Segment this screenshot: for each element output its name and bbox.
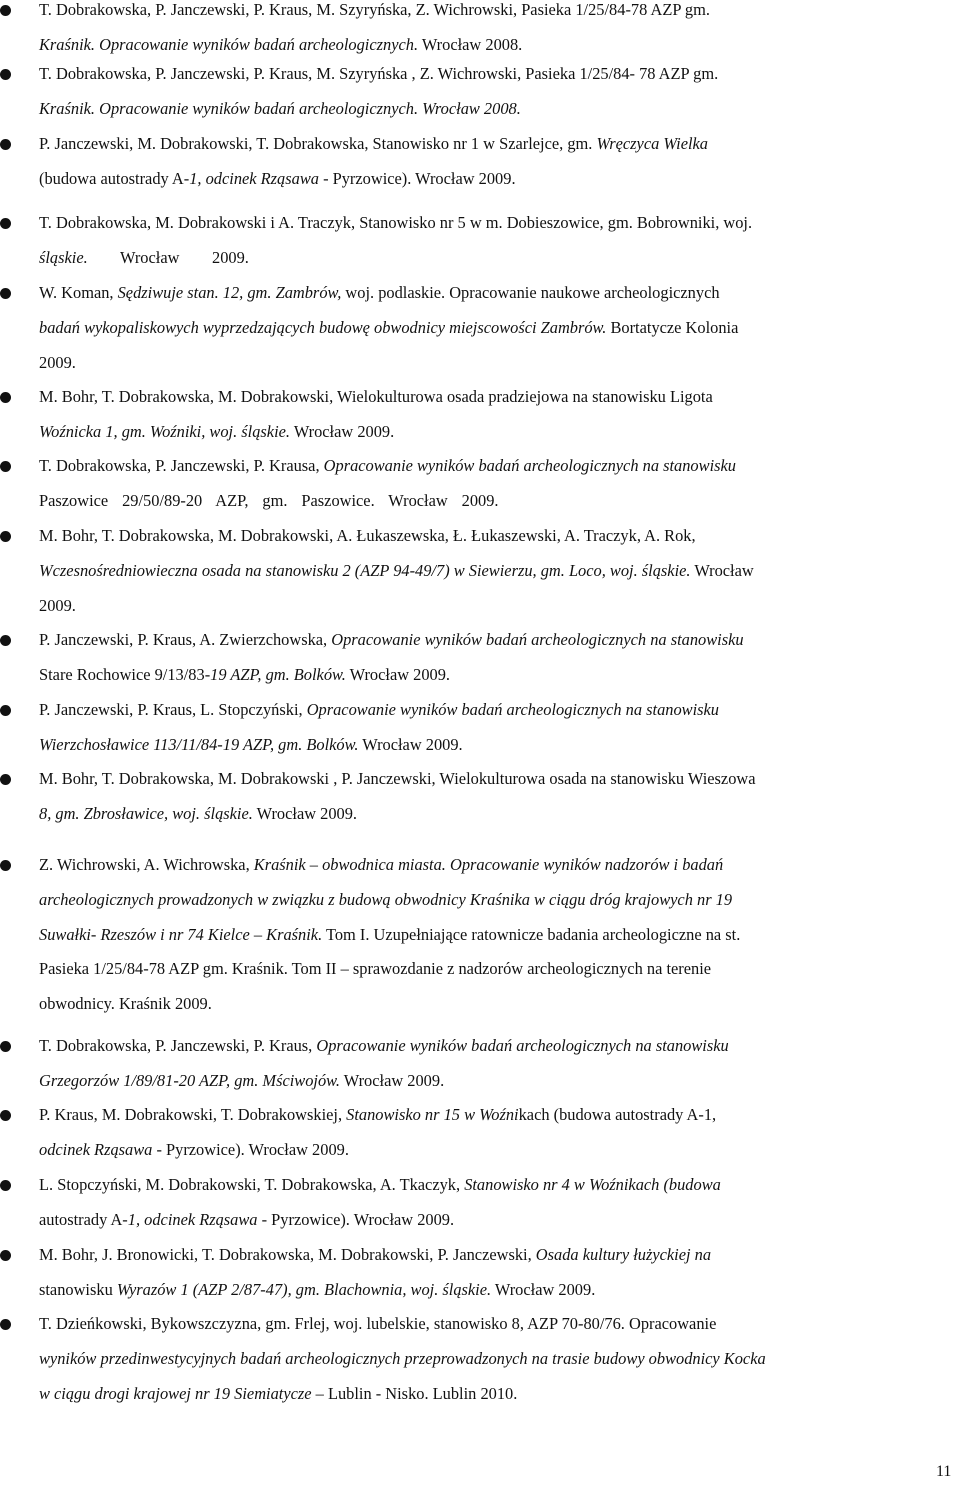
text: Wrocław 2009. <box>87 248 249 267</box>
bibliography-entry <box>0 855 935 1029</box>
text: autostrady A- <box>39 1210 128 1229</box>
italic-text: odcinek Rząsawa <box>39 1140 153 1159</box>
text: M. Bohr, T. Dobrakowska, M. Dobrakowski, A. Łukaszewska, Ł. Łukaszewski, A. Traczyk, A. Rok, <box>39 526 696 545</box>
text: - Pyrzowice). Wrocław 2009. <box>152 1140 349 1159</box>
italic-text: Wczesnośredniowieczna osada na stanowisku 2 (AZP 94-49/7) w Siewierzu, gm. Loco, woj. śląskie. <box>39 561 691 580</box>
text: Wrocław 2009. <box>491 1280 596 1299</box>
entry-line <box>39 213 752 233</box>
entry-line <box>39 1245 711 1265</box>
bibliography-entry <box>0 1036 935 1106</box>
italic-text: 1, odcinek Rząsawa <box>189 169 319 188</box>
bibliography-entry <box>0 64 935 134</box>
entry-line <box>39 735 463 755</box>
bullet-icon <box>0 461 11 472</box>
bullet-icon <box>0 288 11 299</box>
text: M. Bohr, J. Bronowicki, T. Dobrakowska, M. Dobrakowski, P. Janczewski, <box>39 1245 536 1264</box>
entry-line <box>39 596 76 616</box>
text: 2009. <box>39 353 76 372</box>
bullet-icon <box>0 1110 11 1121</box>
italic-text: Wręczyca Wielka <box>596 134 709 153</box>
italic-text: Wierzchosławice 113/11/84-19 AZP, gm. Bolków. <box>39 735 359 754</box>
entry-line <box>39 665 450 685</box>
entry-line <box>39 318 738 338</box>
text: T. Dzieńkowski, Bykowszczyzna, gm. Frlej, woj. lubelskie, stanowisko 8, AZP 70-80/76. Opracowanie <box>39 1314 717 1333</box>
entry-line <box>39 99 521 119</box>
italic-text: Kraśnik. Opracowanie wyników badań archeologicznych. Wrocław 2008. <box>39 99 521 118</box>
italic-text: Stanowisko nr 15 w Woźni <box>346 1105 519 1124</box>
text: Wrocław <box>690 561 754 580</box>
text: Wrocław 2009. <box>290 422 395 441</box>
text: Tom I. Uzupełniające ratownicze badania archeologiczne na st. <box>322 925 741 944</box>
italic-text: 8, gm. Zbrosławice, woj. śląskie. <box>39 804 253 823</box>
text: P. Janczewski, M. Dobrakowski, T. Dobrakowska, Stanowisko nr 1 w Szarlejce, gm. <box>39 134 597 153</box>
italic-text: Sędziwuje stan. 12, gm. Zambrów, <box>117 283 342 302</box>
bibliography-entry <box>0 769 935 839</box>
text: Paszowice 29/50/89-20 AZP, gm. Paszowice. Wrocław 2009. <box>39 491 499 510</box>
bullet-icon <box>0 1041 11 1052</box>
italic-text: w ciągu drogi krajowej nr 19 Siemiatycze <box>39 1384 312 1403</box>
entry-line <box>39 630 744 650</box>
bibliography-entry <box>0 283 935 387</box>
bibliography-entry <box>0 700 935 770</box>
bibliography-entry <box>0 0 935 70</box>
italic-text: 19 AZP, gm. Bolków. <box>210 665 346 684</box>
entry-line <box>39 0 710 20</box>
bullet-icon <box>0 774 11 785</box>
text: P. Kraus, M. Dobrakowski, T. Dobrakowskiej, <box>39 1105 347 1124</box>
entry-line <box>39 456 736 476</box>
text: (budowa autostrady A- <box>39 169 190 188</box>
entry-line <box>39 1036 729 1056</box>
entry-line <box>39 134 708 154</box>
italic-text: Kraśnik – obwodnica miasta. Opracowanie wyników nadzorów i badań <box>253 855 724 874</box>
text: woj. podlaskie. Opracowanie naukowe archeologicznych <box>341 283 720 302</box>
entry-line <box>39 855 723 875</box>
page-number: 11 <box>936 1463 952 1480</box>
bullet-icon <box>0 1319 11 1330</box>
bibliography-entry <box>0 387 935 457</box>
entry-line <box>39 248 249 268</box>
bullet-icon <box>0 860 11 871</box>
italic-text: śląskie. <box>39 248 88 267</box>
bullet-icon <box>0 69 11 80</box>
bibliography-entry <box>0 526 935 630</box>
bullet-icon <box>0 705 11 716</box>
bullet-icon <box>0 531 11 542</box>
text: T. Dobrakowska, P. Janczewski, P. Kraus, M. Szyryńska, Z. Wichrowski, Pasieka 1/25/84-78 AZP gm. <box>39 0 710 19</box>
text: P. Janczewski, P. Kraus, L. Stopczyński, <box>39 700 307 719</box>
italic-text: Woźnicka 1, gm. Woźniki, woj. śląskie. <box>39 422 291 441</box>
bullet-icon <box>0 5 11 16</box>
text: Wrocław 2009. <box>358 735 463 754</box>
text: - Pyrzowice). Wrocław 2009. <box>257 1210 455 1229</box>
entry-line <box>39 1140 349 1160</box>
entry-line <box>39 422 394 442</box>
bibliography-entry <box>0 213 935 283</box>
text: Wrocław 2009. <box>252 804 358 823</box>
bibliography-entry <box>0 1314 935 1418</box>
text: T. Dobrakowska, P. Janczewski, P. Kraus, M. Szyryńska , Z. Wichrowski, Pasieka 1/25/84- 78 AZP gm. <box>39 64 719 83</box>
italic-text: Suwałki- Rzeszów i nr 74 Kielce – Kraśnik. <box>39 925 323 944</box>
italic-text: 1, odcinek Rząsawa <box>127 1210 258 1229</box>
text: Wrocław 2009. <box>345 665 451 684</box>
bullet-icon <box>0 218 11 229</box>
text: M. Bohr, T. Dobrakowska, M. Dobrakowski , P. Janczewski, Wielokulturowa osada na stanowisku Wieszowa <box>39 769 756 788</box>
text: kach (budowa autostrady A-1, <box>518 1105 717 1124</box>
text: P. Janczewski, P. Kraus, A. Zwierzchowska, <box>39 630 332 649</box>
text: Z. Wichrowski, A. Wichrowska, <box>39 855 254 874</box>
entry-line <box>39 526 696 546</box>
entry-line <box>39 64 718 84</box>
entry-line <box>39 1071 444 1091</box>
text: Pasieka 1/25/84-78 AZP gm. Kraśnik. Tom II – sprawozdanie z nadzorów archeologicznych na terenie <box>39 959 712 978</box>
bullet-icon <box>0 139 11 150</box>
text: - Pyrzowice). Wrocław 2009. <box>318 169 516 188</box>
entry-line <box>39 1349 766 1369</box>
text: Stare Rochowice 9/13/83- <box>39 665 211 684</box>
text: stanowisku <box>39 1280 117 1299</box>
text: obwodnicy. Kraśnik 2009. <box>39 994 212 1013</box>
entry-line <box>39 890 732 910</box>
bibliography-entry <box>0 1105 935 1175</box>
bibliography-entry <box>0 134 935 204</box>
text: T. Dobrakowska, M. Dobrakowski i A. Traczyk, Stanowisko nr 5 w m. Dobieszowice, gm. Bobrowniki, woj. <box>39 213 753 232</box>
bibliography-entry <box>0 1175 935 1245</box>
italic-text: Wyrazów 1 (AZP 2/87-47), gm. Blachownia, woj. śląskie. <box>116 1280 492 1299</box>
text: T. Dobrakowska, P. Janczewski, P. Kraus, <box>39 1036 317 1055</box>
entry-line <box>39 1105 716 1125</box>
italic-text: badań wykopaliskowych wyprzedzających budowę obwodnicy miejscowości Zambrów. <box>39 318 607 337</box>
bullet-icon <box>0 635 11 646</box>
entry-line <box>39 169 516 189</box>
entry-line <box>39 1280 595 1300</box>
bullet-icon <box>0 1250 11 1261</box>
entry-line <box>39 561 754 581</box>
italic-text: Stanowisko nr 4 w Woźnikach (budowa <box>464 1175 721 1194</box>
entry-line <box>39 353 76 373</box>
text: L. Stopczyński, M. Dobrakowski, T. Dobrakowska, A. Tkaczyk, <box>39 1175 465 1194</box>
text: M. Bohr, T. Dobrakowska, M. Dobrakowski, Wielokulturowa osada pradziejowa na stanowisku Ligota <box>39 387 713 406</box>
bibliography-entry <box>0 456 935 526</box>
text: W. Koman, <box>39 283 118 302</box>
entry-line <box>39 387 713 407</box>
bibliography-entry <box>0 1245 935 1315</box>
entry-line <box>39 769 756 789</box>
entry-line <box>39 994 212 1014</box>
italic-text: Opracowanie wyników badań archeologicznych na stanowisku <box>323 456 736 475</box>
entry-line <box>39 1384 517 1404</box>
italic-text: wyników przedinwestycyjnych badań archeologicznych przeprowadzonych na trasie budowy obwodnicy Kocka <box>39 1349 766 1368</box>
entry-line <box>39 1210 454 1230</box>
italic-text: Opracowanie wyników badań archeologicznych na stanowisku <box>306 700 719 719</box>
entry-line <box>39 283 720 303</box>
entry-line <box>39 35 522 55</box>
italic-text: Opracowanie wyników badań archeologicznych na stanowisku <box>316 1036 729 1055</box>
entry-line <box>39 959 711 979</box>
entry-line <box>39 1175 721 1195</box>
bullet-icon <box>0 1180 11 1191</box>
italic-text: archeologicznych prowadzonych w związku z budową obwodnicy Kraśnika w ciągu dróg krajowych nr 19 <box>39 890 733 909</box>
entry-line <box>39 925 740 945</box>
italic-text: Opracowanie wyników badań archeologicznych na stanowisku <box>331 630 744 649</box>
text: 2009. <box>39 596 76 615</box>
italic-text: Osada kultury łużyckiej na <box>535 1245 712 1264</box>
text: – Lublin - Nisko. Lublin 2010. <box>311 1384 518 1403</box>
text: Wrocław 2009. <box>339 1071 445 1090</box>
italic-text: Grzegorzów 1/89/81-20 AZP, gm. Mściwojów. <box>39 1071 340 1090</box>
entry-line <box>39 491 499 511</box>
entry-line <box>39 804 357 824</box>
text: T. Dobrakowska, P. Janczewski, P. Krausa, <box>39 456 324 475</box>
bullet-icon <box>0 392 11 403</box>
bibliography-entry <box>0 630 935 700</box>
text: Bortatycze Kolonia <box>606 318 739 337</box>
entry-line <box>39 700 719 720</box>
text: Wrocław 2008. <box>418 35 523 54</box>
entry-line <box>39 1314 716 1334</box>
italic-text: Kraśnik. Opracowanie wyników badań archeologicznych. <box>39 35 419 54</box>
